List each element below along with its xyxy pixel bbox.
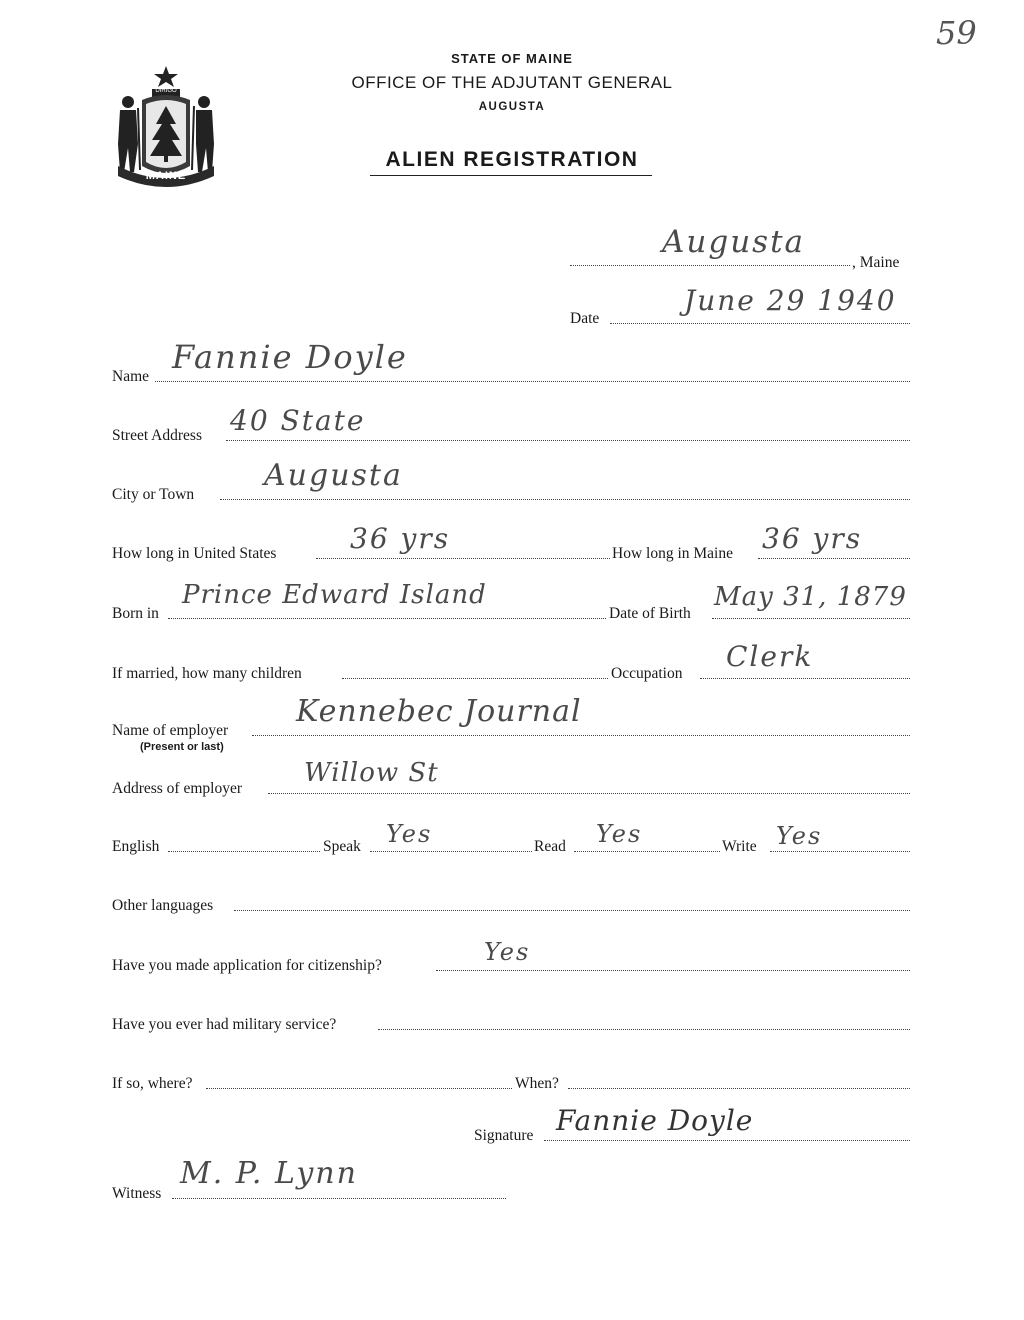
street-address-value: 40 State xyxy=(230,404,366,437)
english-line xyxy=(168,851,320,852)
other-languages-line xyxy=(234,910,910,911)
date-line xyxy=(610,323,910,324)
form-title-underline xyxy=(370,175,652,176)
where-line xyxy=(206,1088,512,1089)
military-line xyxy=(378,1029,910,1030)
employer-address-line xyxy=(268,793,910,794)
how-long-maine-line xyxy=(758,558,910,559)
occupation-value: Clerk xyxy=(726,640,814,673)
page-number: 59 xyxy=(936,14,977,52)
employer-label: Name of employer xyxy=(112,722,229,739)
date-of-birth-label: Date of Birth xyxy=(609,605,691,622)
employer-sublabel: (Present or last) xyxy=(140,741,224,753)
how-long-maine-value: 36 yrs xyxy=(762,522,863,555)
seal-banner-text: DIRIGO xyxy=(155,88,177,94)
when-line xyxy=(568,1088,910,1089)
name-value: Fannie Doyle xyxy=(172,338,408,376)
where-label: If so, where? xyxy=(112,1075,193,1092)
how-long-maine-label: How long in Maine xyxy=(612,545,733,562)
header-office: OFFICE OF THE ADJUTANT GENERAL xyxy=(351,73,673,92)
signature-value: Fannie Doyle xyxy=(556,1104,754,1137)
location-line xyxy=(570,265,850,266)
born-in-line xyxy=(168,618,606,619)
born-in-label: Born in xyxy=(112,605,159,622)
born-in-value: Prince Edward Island xyxy=(182,580,487,610)
write-value: Yes xyxy=(776,822,823,850)
military-label: Have you ever had military service? xyxy=(112,1016,337,1033)
speak-line xyxy=(370,851,532,852)
employer-address-value: Willow St xyxy=(304,758,439,788)
witness-value: M. P. Lynn xyxy=(180,1156,358,1191)
write-label: Write xyxy=(722,838,757,855)
name-line xyxy=(155,381,910,382)
date-of-birth-value: May 31, 1879 xyxy=(714,582,907,612)
how-long-us-line xyxy=(316,558,610,559)
children-line xyxy=(342,678,608,679)
location-suffix: , Maine xyxy=(852,254,900,271)
citizenship-label: Have you made application for citizenship? xyxy=(112,957,382,974)
other-languages-label: Other languages xyxy=(112,897,214,914)
speak-value: Yes xyxy=(386,820,433,848)
location-value: Augusta xyxy=(662,224,806,260)
street-address-line xyxy=(226,440,910,441)
street-address-label: Street Address xyxy=(112,427,202,444)
form-title: ALIEN REGISTRATION xyxy=(385,148,639,171)
date-label: Date xyxy=(570,310,600,327)
city-line xyxy=(220,499,910,500)
header-state: STATE OF MAINE xyxy=(451,51,573,66)
header-city: AUGUSTA xyxy=(478,101,546,113)
children-label: If married, how many children xyxy=(112,665,302,682)
occupation-label: Occupation xyxy=(611,665,683,682)
witness-label: Witness xyxy=(112,1185,162,1202)
signature-label: Signature xyxy=(474,1127,534,1144)
employer-value: Kennebec Journal xyxy=(296,694,582,729)
occupation-line xyxy=(700,678,910,679)
english-label: English xyxy=(112,838,160,855)
city-value: Augusta xyxy=(264,458,403,493)
write-line xyxy=(770,851,910,852)
how-long-us-label: How long in United States xyxy=(112,545,277,562)
when-label: When? xyxy=(515,1075,559,1092)
name-label: Name xyxy=(112,368,150,385)
seal-scroll-text: MAINE xyxy=(145,170,187,182)
read-label: Read xyxy=(534,838,566,855)
citizenship-value: Yes xyxy=(484,938,531,966)
read-value: Yes xyxy=(596,820,643,848)
signature-line xyxy=(544,1140,910,1141)
employer-line xyxy=(252,735,910,736)
city-label: City or Town xyxy=(112,486,195,503)
read-line xyxy=(574,851,720,852)
date-value: June 29 1940 xyxy=(684,284,897,317)
witness-line xyxy=(172,1198,506,1199)
date-of-birth-line xyxy=(712,618,910,619)
employer-address-label: Address of employer xyxy=(112,780,242,797)
how-long-us-value: 36 yrs xyxy=(350,522,451,555)
citizenship-line xyxy=(436,970,910,971)
speak-label: Speak xyxy=(323,838,361,855)
